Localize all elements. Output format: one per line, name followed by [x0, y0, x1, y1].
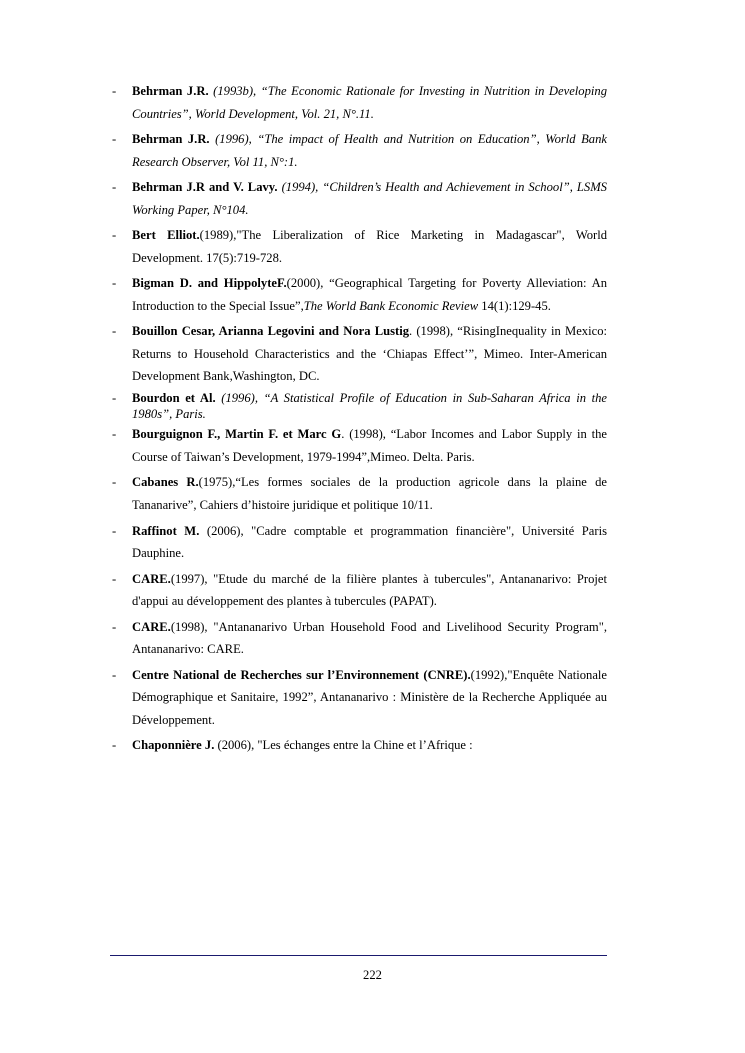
reference-author: Behrman J.R.	[132, 132, 216, 147]
reference-entry	[110, 224, 607, 269]
references-list-container	[110, 80, 607, 760]
reference-author: Bigman D. and HippolyteF.	[132, 276, 287, 291]
reference-entry	[110, 664, 607, 732]
reference-entry	[110, 568, 607, 613]
reference-entry	[110, 128, 607, 173]
reference-author: Bert Elliot.	[132, 228, 200, 243]
reference-entry	[110, 734, 607, 757]
reference-author: Behrman J.R.	[132, 84, 214, 98]
list-bullet: -	[112, 390, 117, 405]
references-list	[110, 80, 607, 757]
reference-text: (1975),“Les formes sociales de la production agricole dans la plaine de Tananarive”, Cahiers d’histoire juridique et politique 10/11.	[132, 475, 607, 512]
reference-entry	[110, 176, 607, 221]
reference-text: . (1998), “Labor Incomes and Labor Supply in the Course of Taiwan’s Development, 1979-1994”,Mimeo. Delta. Paris.	[132, 427, 607, 464]
list-bullet: -	[112, 667, 117, 682]
footer-divider	[110, 955, 607, 956]
list-bullet: -	[112, 324, 117, 339]
list-bullet: -	[112, 619, 117, 634]
list-bullet: -	[112, 475, 117, 490]
reference-entry	[110, 272, 607, 317]
reference-entry	[110, 520, 607, 565]
list-bullet: -	[112, 427, 117, 442]
list-bullet: -	[112, 571, 117, 586]
reference-entry	[110, 423, 607, 468]
list-bullet: -	[112, 523, 117, 538]
reference-author: Behrman J.R and V. Lavy.	[132, 180, 282, 195]
list-bullet: -	[112, 180, 117, 195]
reference-text: (1992),"Enquête Nationale Démographique et Sanitaire, 1992”, Antananarivo : Ministère de la Recherche Appliquée au Développement.	[132, 667, 608, 727]
reference-author: Raffinot M.	[132, 523, 207, 538]
reference-text: . (1998), “RisingInequality in Mexico: Returns to Household Characteristics and the ‘Chiapas Effect’”, Mimeo. Inter-American Development Bank,Washington, DC.	[132, 324, 607, 384]
list-bullet: -	[112, 738, 117, 753]
reference-author: Centre National de Recherches sur l’Environnement (CNRE).	[132, 667, 471, 682]
reference-text: (1998), "Antananarivo Urban Household Food and Livelihood Security Program", Antananarivo: CARE.	[132, 619, 607, 657]
list-bullet: -	[112, 276, 117, 291]
list-bullet: -	[112, 84, 117, 98]
reference-entry	[110, 80, 607, 125]
reference-title: The World Bank Economic Review	[303, 298, 479, 313]
reference-author: CARE.	[132, 619, 171, 634]
reference-text: (2006), "Cadre comptable et programmation financière", Université Paris Dauphine.	[132, 523, 607, 561]
page-number: 222	[363, 968, 382, 982]
reference-author: CARE.	[132, 571, 171, 586]
reference-entry	[110, 471, 607, 516]
reference-title: (1993b), “The Economic Rationale for Investing in Nutrition in Developing Countries”, World Development, Vol. 21, N°.11.	[132, 84, 607, 121]
reference-text: (2006), "Les échanges entre la Chine et l’Afrique :	[217, 738, 473, 753]
reference-entry	[110, 391, 607, 422]
reference-author: Cabanes R.	[132, 475, 199, 490]
reference-author: Chaponnière J.	[132, 738, 218, 753]
reference-title: (1996), “A Statistical Profile of Education in Sub-Saharan Africa in the 1980s”, Paris.	[132, 390, 607, 421]
reference-author: Bourdon et Al.	[132, 390, 222, 405]
reference-text: (1997), "Etude du marché de la filière plantes à tubercules", Antananarivo: Projet d'appui au développement des plantes à tubercules (PAPAT).	[132, 571, 607, 609]
reference-title: (1996), “The impact of Health and Nutrition on Education”, World Bank Research Observer, Vol 11, N°:1.	[132, 132, 607, 169]
reference-author: Bourguignon F., Martin F. et Marc G	[132, 427, 342, 442]
reference-entry	[110, 616, 607, 661]
reference-text: (1989),"The Liberalization of Rice Marketing in Madagascar", World Development. 17(5):719-728.	[132, 228, 607, 265]
list-bullet: -	[112, 228, 117, 243]
reference-text: 14(1):129-45.	[478, 298, 551, 313]
reference-entry	[110, 320, 607, 388]
reference-text: (2000), “Geographical Targeting for Poverty Alleviation: An Introduction to the Special Issue”,	[132, 276, 607, 313]
list-bullet: -	[112, 132, 117, 147]
reference-title: (1994), “Children’s Health and Achievement in School”, LSMS Working Paper, N°104.	[132, 180, 607, 217]
reference-author: Bouillon Cesar, Arianna Legovini and Nora Lustig	[132, 324, 410, 339]
